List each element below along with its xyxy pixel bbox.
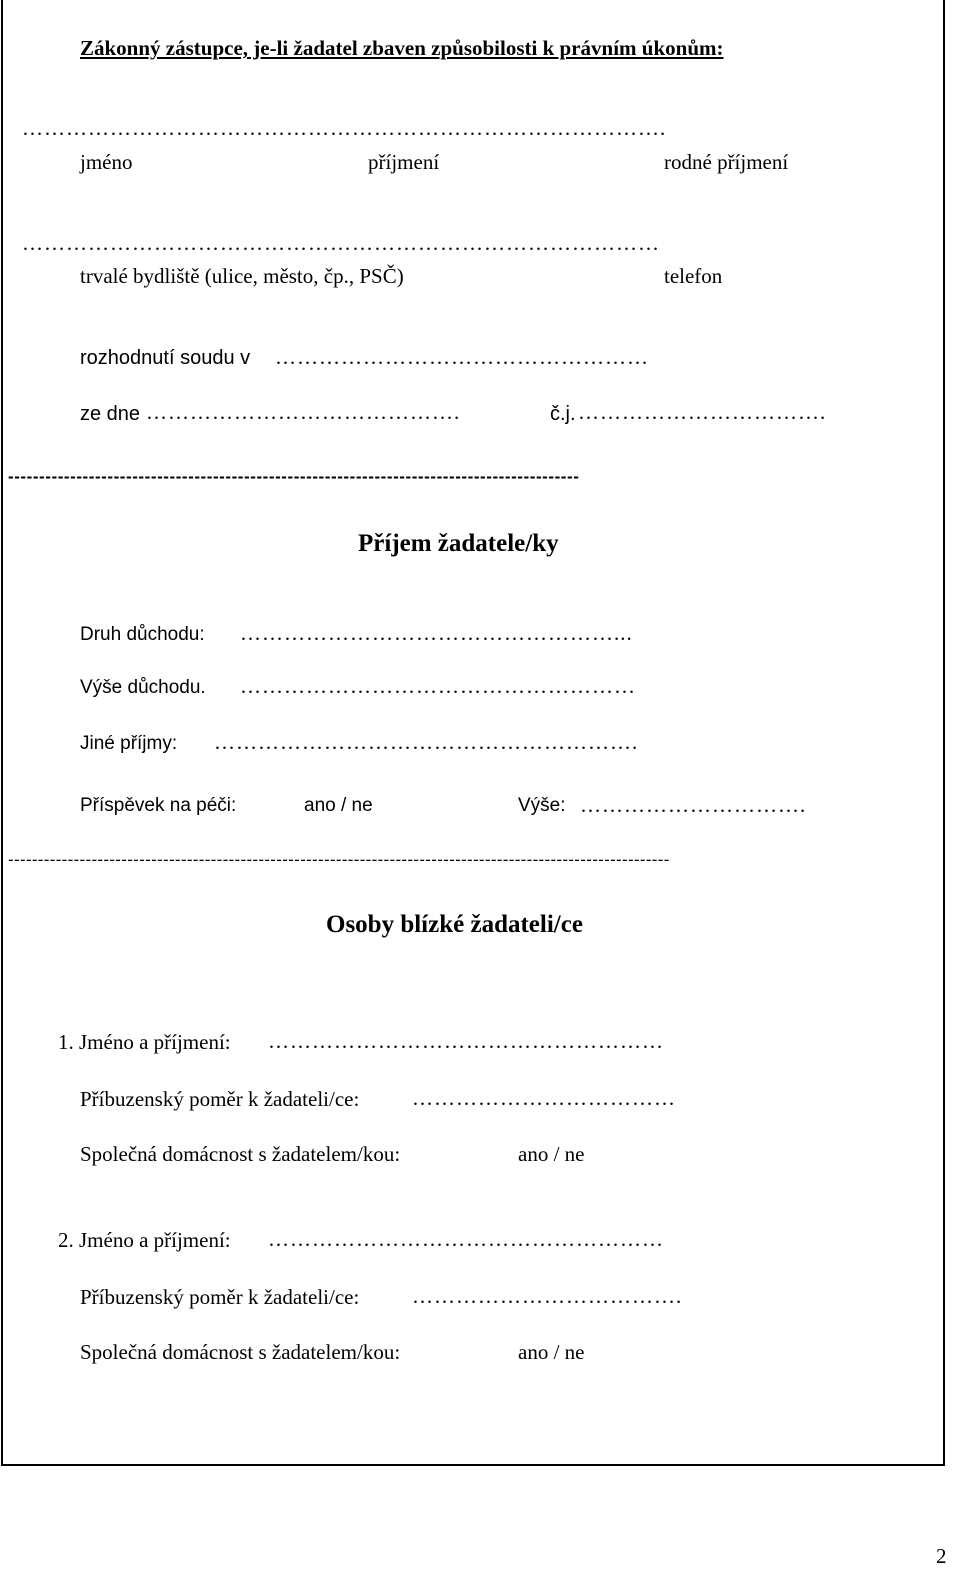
surname-label: příjmení <box>368 150 440 174</box>
other-income-fill-line: …………………………………………………. <box>214 730 639 754</box>
section-separator-thin: --------------------------------------------------------------------------------------------------------------- <box>8 850 670 869</box>
person-2-household-label: Společná domácnost s žadatelem/kou: <box>80 1340 401 1364</box>
person-2-relation-fill-line: ………………………………. <box>412 1284 683 1308</box>
person-1-relation-label: Příbuzenský poměr k žadateli/ce: <box>80 1087 360 1111</box>
address-fill-line: …………………………………………………………………………… <box>22 231 660 255</box>
pension-type-fill-line: ……………………………………………... <box>240 621 633 645</box>
date-label: ze dne <box>80 403 141 425</box>
phone-label: telefon <box>664 264 723 288</box>
page-number: 2 <box>936 1544 947 1568</box>
person-2-household-options: ano / ne <box>518 1340 585 1364</box>
person-1-name-fill-line: ……………………………………………… <box>268 1029 664 1053</box>
person-1-relation-fill-line: ……………………………… <box>412 1086 676 1110</box>
pension-amount-fill-line: ……………………………………………… <box>240 674 636 698</box>
care-amount-label: Výše: <box>518 795 566 816</box>
other-income-label: Jiné příjmy: <box>80 733 178 754</box>
care-allowance-options: ano / ne <box>304 795 373 816</box>
care-amount-fill-line: …………………………. <box>580 793 807 817</box>
person-2-relation-label: Příbuzenský poměr k žadateli/ce: <box>80 1285 360 1309</box>
person-1-household-label: Společná domácnost s žadatelem/kou: <box>80 1142 401 1166</box>
pension-amount-label: Výše důchodu. <box>80 677 206 698</box>
relatives-section-title: Osoby blízké žadateli/ce <box>326 911 583 938</box>
name-fill-line: ……………………………………………………………………………. <box>22 116 667 140</box>
name-label: jméno <box>80 150 133 174</box>
ref-label: č.j. <box>550 403 576 425</box>
person-2-name-fill-line: ……………………………………………… <box>268 1227 664 1251</box>
person-2-name-label: 2. Jméno a příjmení: <box>58 1228 231 1252</box>
ref-fill-line: ……………………………. <box>578 400 827 424</box>
section-separator: -------------------------------------------------------------------------------------------- <box>8 467 580 486</box>
income-section-title: Příjem žadatele/ky <box>358 530 559 557</box>
court-fill-line: …………………………………………… <box>275 345 649 369</box>
address-label: trvalé bydliště (ulice, město, čp., PSČ) <box>80 264 404 288</box>
date-fill-line: ……………………………………. <box>146 400 461 424</box>
court-label: rozhodnutí soudu v <box>80 347 251 369</box>
pension-type-label: Druh důchodu: <box>80 624 205 645</box>
person-1-household-options: ano / ne <box>518 1142 585 1166</box>
legal-representative-title: Zákonný zástupce, je-li žadatel zbaven způsobilosti k právním úkonům: <box>80 36 724 60</box>
person-1-name-label: 1. Jméno a příjmení: <box>58 1030 231 1054</box>
birth-surname-label: rodné příjmení <box>664 150 789 174</box>
care-allowance-label: Příspěvek na péči: <box>80 795 237 816</box>
